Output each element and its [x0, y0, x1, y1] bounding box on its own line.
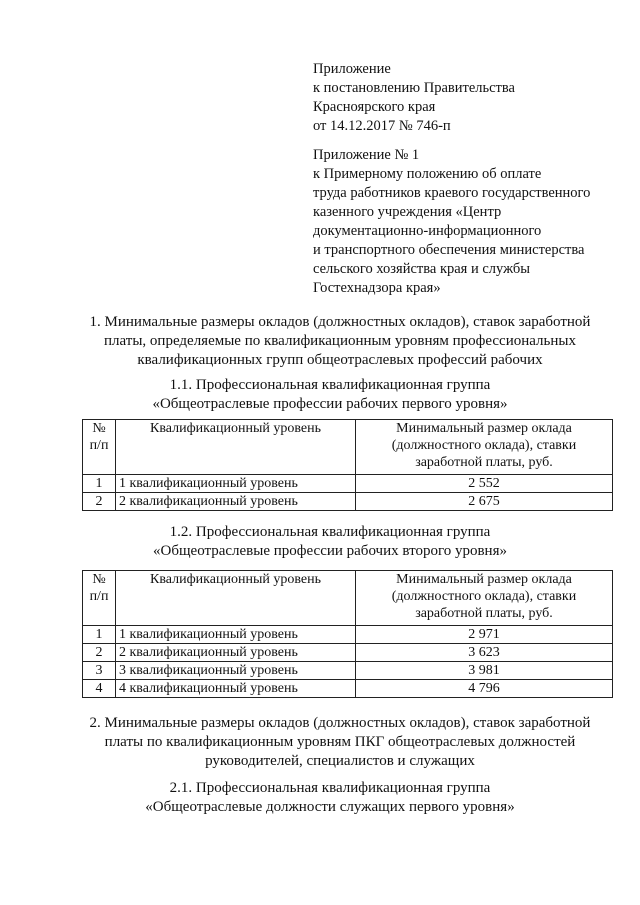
col-number-header: № п/п: [83, 571, 116, 626]
table-row: [83, 680, 613, 698]
row-level: 3 квалификационный уровень: [116, 662, 356, 680]
appendix-main-line: Красноярского края: [313, 99, 436, 115]
group-1-2-table: [82, 570, 613, 698]
appendix-main-line: от 14.12.2017 № 746-п: [313, 118, 451, 134]
row-level: 4 квалификационный уровень: [116, 680, 356, 698]
appendix-one-block: [313, 146, 613, 298]
row-salary: 2 675: [356, 493, 613, 511]
group-1-2-title: [60, 523, 600, 561]
table-row: [83, 626, 613, 644]
group-1-1-title-line: 1.1. Профессиональная квалификационная группа: [169, 377, 491, 393]
appendix-main-block: [313, 60, 613, 136]
row-level: 2 квалификационный уровень: [116, 493, 356, 511]
appendix-one-line: документационно-информационного: [313, 223, 542, 239]
row-number: 1: [83, 626, 116, 644]
row-level: 2 квалификационный уровень: [116, 644, 356, 662]
table-header-row: [83, 571, 613, 626]
row-salary: 4 796: [356, 680, 613, 698]
group-1-1-table: [82, 419, 613, 511]
group-1-2-title-line: 1.2. Профессиональная квалификационная группа: [169, 524, 491, 540]
group-2-1-title-line: 2.1. Профессиональная квалификационная группа: [169, 780, 491, 796]
table-header-row: [83, 420, 613, 475]
col-level-header: Квалификационный уровень: [116, 420, 356, 475]
section-1-title-line: 1. Минимальные размеры окладов (должностных окладов), ставок заработной: [89, 314, 591, 330]
col-level-header: Квалификационный уровень: [116, 571, 356, 626]
col-number-header: № п/п: [83, 420, 116, 475]
col-salary-header: Минимальный размер оклада (должностного оклада), ставки заработной платы, руб.: [356, 420, 613, 475]
table-row: [83, 644, 613, 662]
appendix-one-line: казенного учреждения «Центр: [313, 204, 502, 220]
row-salary: 2 552: [356, 475, 613, 493]
row-level: 1 квалификационный уровень: [116, 626, 356, 644]
group-2-1-title-line: «Общеотраслевые должности служащих первого уровня»: [145, 799, 515, 815]
section-2-title: [70, 714, 610, 771]
row-level: 1 квалификационный уровень: [116, 475, 356, 493]
appendix-one-line: и транспортного обеспечения министерства: [313, 242, 585, 258]
appendix-one-line: Гостехнадзора края»: [313, 280, 441, 296]
row-number: 3: [83, 662, 116, 680]
row-number: 2: [83, 644, 116, 662]
section-2-title-line: 2. Минимальные размеры окладов (должностных окладов), ставок заработной: [89, 715, 591, 731]
table-row: [83, 475, 613, 493]
group-1-2-title-line: «Общеотраслевые профессии рабочих второго уровня»: [153, 543, 507, 559]
group-1-1-title: [60, 376, 600, 414]
section-2-title-line: платы по квалификационным уровням ПКГ общеотраслевых должностей: [104, 734, 576, 750]
row-salary: 2 971: [356, 626, 613, 644]
table-row: [83, 493, 613, 511]
appendix-one-line: к Примерному положению об оплате: [313, 166, 542, 182]
group-2-1-title: [60, 779, 600, 817]
appendix-one-line: Приложение № 1: [313, 147, 420, 163]
group-1-1-title-line: «Общеотраслевые профессии рабочих первого уровня»: [152, 396, 508, 412]
row-salary: 3 981: [356, 662, 613, 680]
table-row: [83, 662, 613, 680]
row-number: 2: [83, 493, 116, 511]
section-1-title: [70, 313, 610, 370]
appendix-main-line: Приложение: [313, 61, 391, 77]
col-salary-header: Минимальный размер оклада (должностного оклада), ставки заработной платы, руб.: [356, 571, 613, 626]
row-number: 1: [83, 475, 116, 493]
appendix-one-line: труда работников краевого государственного: [313, 185, 591, 201]
appendix-main-line: к постановлению Правительства: [313, 80, 515, 96]
appendix-one-line: сельского хозяйства края и службы: [313, 261, 531, 277]
section-1-title-line: квалификационных групп общеотраслевых профессий рабочих: [137, 352, 543, 368]
row-salary: 3 623: [356, 644, 613, 662]
row-number: 4: [83, 680, 116, 698]
section-2-title-line: руководителей, специалистов и служащих: [205, 753, 475, 769]
section-1-title-line: платы, определяемые по квалификационным уровням профессиональных: [104, 333, 576, 349]
